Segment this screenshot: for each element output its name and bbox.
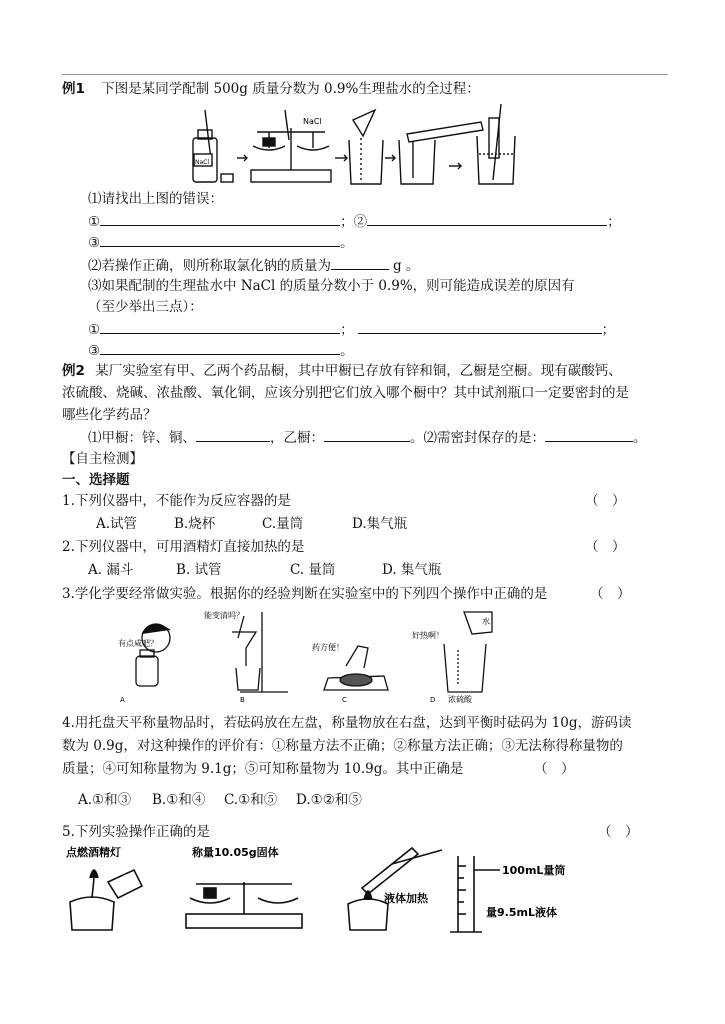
q2-text: 2.下列仪器中，可用酒精灯直接加热的是 <box>62 539 305 555</box>
answer-blank-2[interactable] <box>367 212 607 226</box>
q4-option-b[interactable]: B.①和④ <box>152 792 206 808</box>
beaker-2 <box>399 140 435 184</box>
cabinet-a-blank[interactable] <box>196 428 270 442</box>
q1-option-b[interactable]: B.烧杯 <box>174 516 216 532</box>
speech-d: 好热啊！ <box>412 631 444 640</box>
water-label: 水 <box>482 617 490 626</box>
beaker-1 <box>349 140 383 184</box>
hand-c <box>346 646 368 668</box>
section-choice-heading: 一、选择题 <box>62 472 130 488</box>
beaker-b <box>236 668 260 690</box>
q5-label-d-bottom: 量9.5mL液体 <box>486 906 557 919</box>
answer-blank-1[interactable] <box>100 212 340 226</box>
q3-answer-blank-1[interactable] <box>100 320 340 334</box>
lab-operations-figure <box>112 610 532 704</box>
q1-text: 1.下列仪器中，不能作为反应容器的是 <box>62 493 291 509</box>
q4-line-2: 数为 0.9g，对这种操作的评价有：①称量方法不正确；②称量方法正确；③无法称得称量物的 <box>62 738 623 754</box>
nacl-bottle-label: NaCl <box>195 159 210 166</box>
powder-pile-c <box>340 674 372 686</box>
q4-option-a[interactable]: A.①和③ <box>78 792 132 808</box>
example-2-line-3: 哪些化学药品？ <box>62 407 157 423</box>
balance-base-b <box>186 914 302 928</box>
fig-label-a: A <box>120 696 125 704</box>
q4-option-d[interactable]: D.①②和⑤ <box>296 792 362 808</box>
q3-text: 3.学化学要经常做实验。根据你的经验判断在实验室中的下列四个操作中正确的是 <box>62 586 548 602</box>
blank-separator: ；② <box>340 214 368 230</box>
sealed-blank[interactable] <box>545 428 633 442</box>
speech-a: 有点咸吧？ <box>118 639 158 648</box>
q3-blank-end: ； <box>601 322 616 338</box>
q2-option-b[interactable]: B. 试管 <box>176 562 222 578</box>
tilted-lamp-a <box>108 870 142 898</box>
q3-answer-paren[interactable]: （ ） <box>590 586 631 602</box>
speech-b: 能变清吗？ <box>204 611 244 620</box>
q5-text: 5.下列实验操作正确的是 <box>62 824 210 840</box>
ex1-q3-line-1: ⑶如果配制的生理盐水中 NaCl 的质量分数小于 0.9%，则可能造成误差的原因有 <box>88 278 575 294</box>
stopper <box>221 174 233 182</box>
ex1-q1-answer-row-2 <box>88 233 354 252</box>
q3-blank-separator: ； <box>340 322 354 338</box>
test-tube-c <box>362 848 418 894</box>
q2-option-a[interactable]: A. 漏斗 <box>88 562 134 578</box>
sealed-text: 。⑵需密封保存的是： <box>410 430 545 446</box>
spatula <box>205 110 211 160</box>
q4-option-c[interactable]: C.①和⑤ <box>224 792 278 808</box>
sealed-end: 。 <box>633 430 647 446</box>
q5-label-a: 点燃酒精灯 <box>66 846 121 859</box>
q3-answer-blank-2[interactable] <box>358 320 602 334</box>
example-2-text-1: 某厂实验室有甲、乙两个药品橱，其中甲橱已存放有锌和铜，乙橱是空橱。现有碳酸钙、 <box>95 363 622 379</box>
fig-label-d: D <box>430 696 436 704</box>
balance-base <box>251 170 331 182</box>
acid-label: 浓硫酸 <box>448 695 472 704</box>
q4-line-3: 质量；④可知称量物为 9.1g；⑤可知称量物为 10.9g。其中正确是 <box>62 761 464 777</box>
graduated-cylinder-d <box>458 856 474 932</box>
q5-label-d-top: 100mL量筒 <box>502 864 566 877</box>
q3-blank-marker-3: ③ <box>88 343 101 359</box>
person-a-hair <box>142 625 170 634</box>
right-pan-b <box>258 898 298 903</box>
example-2-line-1 <box>62 362 622 380</box>
example-2-label: 例2 <box>62 363 85 379</box>
solution-preparation-figure <box>185 100 540 192</box>
q3-blank-end-3: 。 <box>340 343 354 359</box>
q4-line-1: 4.用托盘天平称量物品时，若砝码放在左盘，称量物放在右盘，达到平衡时砝码为 10g，游码读 <box>62 715 632 731</box>
flame-a <box>90 870 98 878</box>
ex1-q3-line-2: （至少举出三点）： <box>88 299 203 315</box>
cabinet-a-text: ⑴甲橱：锌、铜、 <box>88 430 196 446</box>
weight-block <box>263 138 275 146</box>
funnel-b <box>232 632 256 666</box>
weight-b <box>204 888 216 898</box>
q4-answer-paren[interactable]: （ ） <box>534 761 575 777</box>
glass-rod <box>493 104 501 180</box>
ex1-q2-text: ⑵若操作正确，则所称取氯化钠的质量为 <box>88 258 331 274</box>
self-check-heading: 【自主检测】 <box>62 451 143 467</box>
example-2-line-2: 浓硫酸、烧碱、浓盐酸、氧化铜，应该分别把它们放入哪个橱中？其中试剂瓶口一定要密封的是 <box>62 385 629 401</box>
example-1-label: 例1 <box>62 81 85 97</box>
ex1-q3-answer-row-1 <box>88 320 615 339</box>
example-1-text: 下图是某同学配制 500g 质量分数为 0.9%生理盐水的全过程： <box>101 81 480 97</box>
ex1-q2 <box>88 256 419 275</box>
fig-label-b: B <box>240 696 245 704</box>
nacl-weigh-label: NaCl <box>303 117 322 126</box>
q1-option-a[interactable]: A.试管 <box>96 516 138 532</box>
graduated-cylinder-pouring <box>407 122 483 142</box>
beaker-3 <box>477 136 515 184</box>
spatula-2 <box>285 110 289 140</box>
q5-label-b: 称量10.05g固体 <box>192 846 279 859</box>
q3-answer-blank-3[interactable] <box>100 341 340 355</box>
blank-marker-3: ③ <box>88 235 101 251</box>
ex1-q2-unit: g 。 <box>393 258 420 274</box>
alcohol-lamp-c <box>348 899 388 930</box>
q5-label-c: 液体加热 <box>384 892 428 905</box>
example-2-answers <box>88 428 647 447</box>
answer-blank-3[interactable] <box>100 233 340 247</box>
ex1-q1-answer-row-1 <box>88 212 621 231</box>
example-1-heading <box>62 80 480 98</box>
ex1-q3-answer-row-2 <box>88 341 354 360</box>
cabinet-b-text: ，乙橱： <box>270 430 324 446</box>
blank-end: ； <box>607 214 621 230</box>
ex1-q1-prompt: ⑴请找出上图的错误： <box>88 191 223 207</box>
q2-answer-paren[interactable]: （ ） <box>585 539 626 555</box>
lab-operations-figure-2 <box>62 842 582 938</box>
blank-end-3: 。 <box>340 235 354 251</box>
q2-option-c[interactable]: C. 量筒 <box>290 562 336 578</box>
alcohol-lamp-a <box>70 897 114 930</box>
q1-option-c[interactable]: C.量筒 <box>262 516 304 532</box>
blank-marker-1: ① <box>88 214 101 230</box>
q5-answer-paren[interactable]: （ ） <box>598 824 639 840</box>
q2-option-d[interactable]: D. 集气瓶 <box>382 562 442 578</box>
q1-answer-paren[interactable]: （ ） <box>585 493 626 509</box>
weighing-paper <box>353 110 375 136</box>
q1-option-d[interactable]: D.集气瓶 <box>352 516 408 532</box>
fig-label-c: C <box>342 696 347 704</box>
speech-c: 药方便！ <box>312 643 344 652</box>
bottle-a <box>136 656 158 686</box>
cabinet-b-blank[interactable] <box>324 428 410 442</box>
beaker-d <box>444 644 486 692</box>
header-rule <box>62 74 668 75</box>
mass-blank[interactable] <box>331 256 389 270</box>
q3-blank-marker-1: ① <box>88 322 101 338</box>
